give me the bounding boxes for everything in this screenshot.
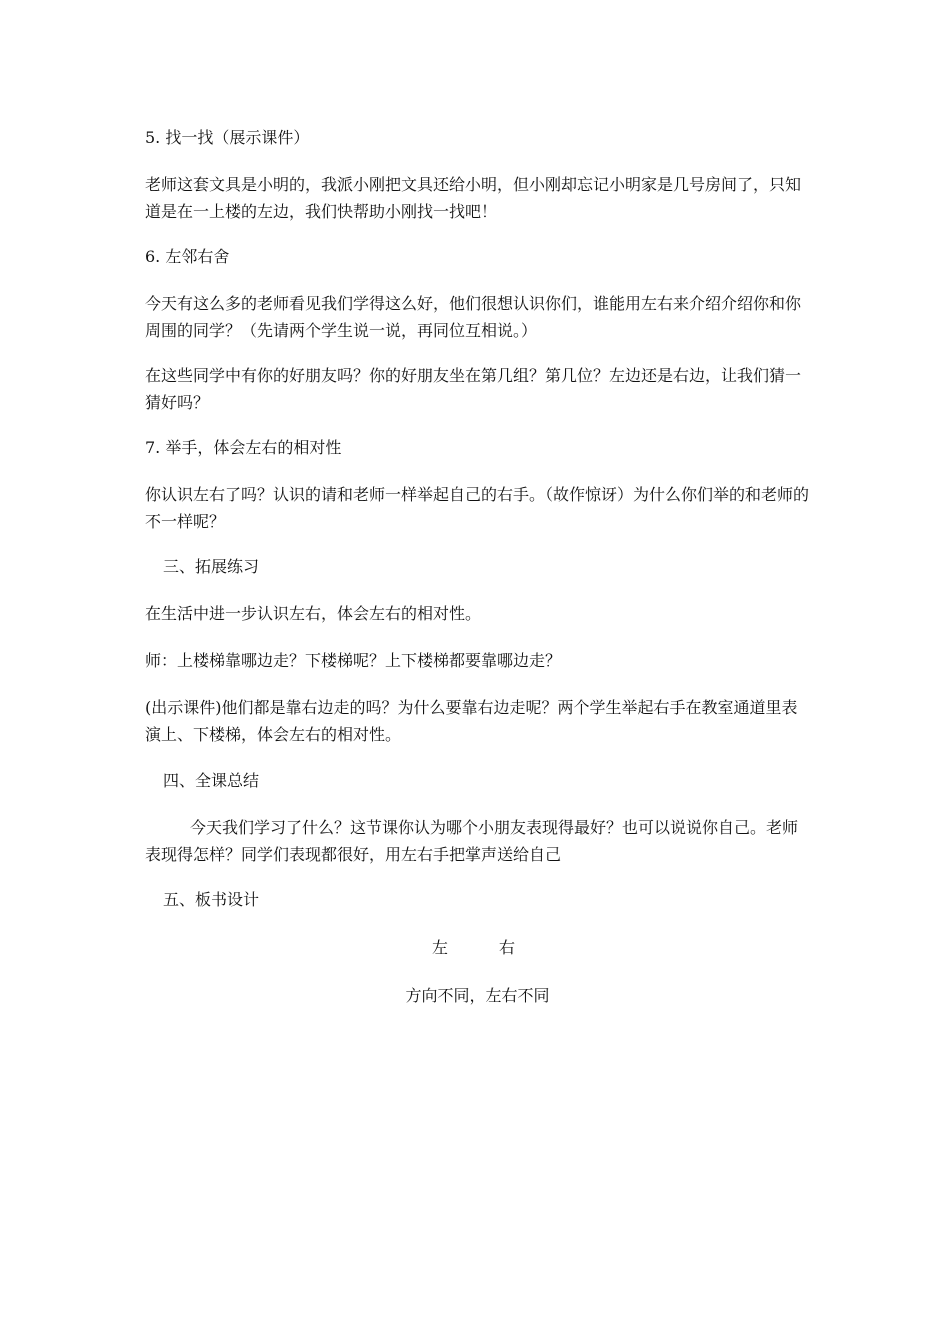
item7-heading: 7. 举手，体会左右的相对性 xyxy=(145,438,342,457)
section4-heading: 四、全课总结 xyxy=(163,771,260,790)
item5-heading: 5. 找一找（展示课件） xyxy=(145,128,310,147)
section3-paragraph-3: (出示课件)他们都是靠右边走的吗？为什么要靠右边走呢？两个学生举起右手在教室通道里表演上、下楼梯，体会左右的相对性。 xyxy=(145,698,798,744)
section5-heading: 五、板书设计 xyxy=(163,890,260,909)
board-line-2: 方向不同，左右不同 xyxy=(405,986,550,1005)
item7-paragraph: 你认识左右了吗？认识的请和老师一样举起自己的右手。（故作惊讶）为什么你们举的和老师的不一样呢？ xyxy=(145,485,810,531)
section3-heading: 三、拓展练习 xyxy=(163,557,260,576)
section4-paragraph: 今天我们学习了什么？这节课你认为哪个小朋友表现得最好？也可以说说你自己。老师表现得怎样？同学们表现都很好，用左右手把掌声送给自己 xyxy=(145,818,799,864)
item6-paragraph-2: 在这些同学中有你的好朋友吗？你的好朋友坐在第几组？第几位？左边还是右边，让我们猜一猜好吗？ xyxy=(145,366,802,412)
section3-paragraph-1: 在生活中进一步认识左右，体会左右的相对性。 xyxy=(145,604,482,623)
item6-heading: 6. 左邻右舍 xyxy=(145,247,230,266)
section3-paragraph-2: 师：上楼梯靠哪边走？下楼梯呢？上下楼梯都要靠哪边走？ xyxy=(145,651,562,670)
item6-paragraph-1: 今天有这么多的老师看见我们学得这么好，他们很想认识你们，谁能用左右来介绍介绍你和你周围的同学？（先请两个学生说一说，再同位互相说。） xyxy=(145,294,802,340)
board-word-left: 左 xyxy=(432,938,449,957)
board-word-right: 右 xyxy=(499,938,516,957)
item5-paragraph: 老师这套文具是小明的，我派小刚把文具还给小明，但小刚却忘记小明家是几号房间了，只知道是在一上楼的左边，我们快帮助小刚找一找吧！ xyxy=(145,175,802,221)
